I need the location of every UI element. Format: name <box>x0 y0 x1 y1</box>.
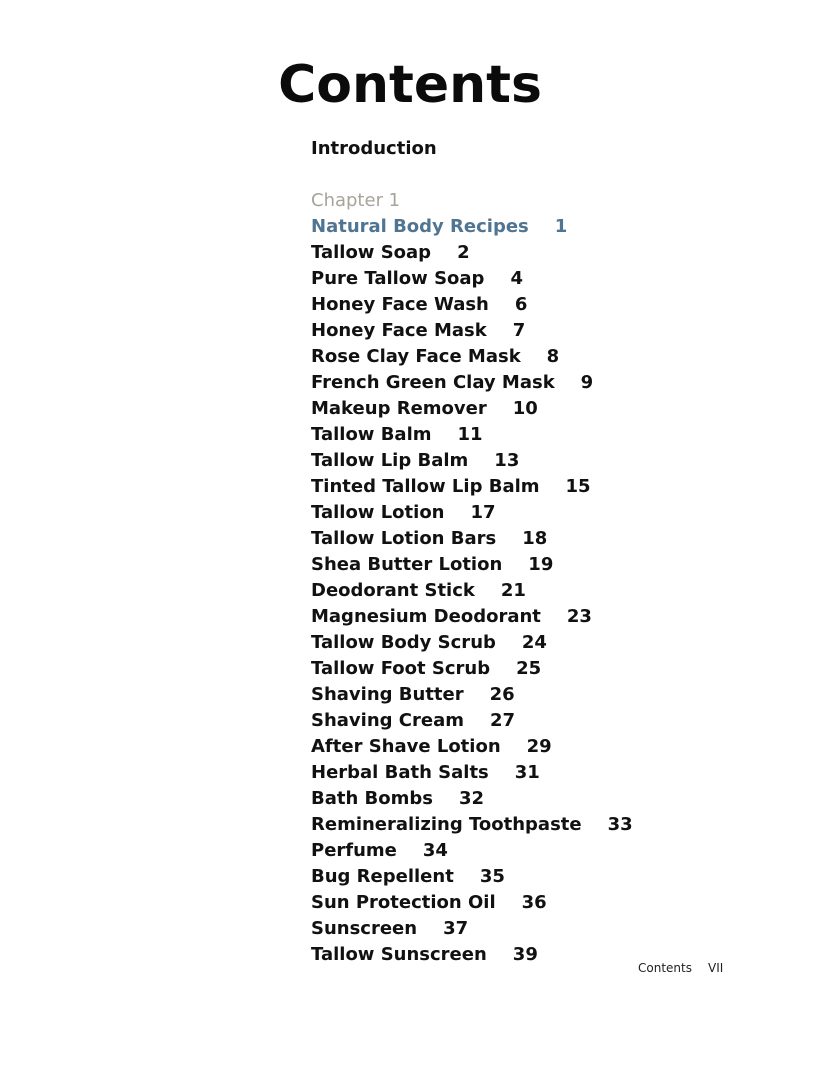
toc-entry-title: Pure Tallow Soap <box>311 268 485 289</box>
toc-entry-page-number: 21 <box>500 580 526 601</box>
toc-entry-title: Deodorant Stick <box>311 580 475 601</box>
toc-entry-title: Rose Clay Face Mask <box>311 346 521 367</box>
toc-entry-title: Tinted Tallow Lip Balm <box>311 476 540 497</box>
toc-entry-title: Tallow Lotion Bars <box>311 528 497 549</box>
toc-entry[interactable] <box>311 812 811 838</box>
toc-entry[interactable] <box>311 422 811 448</box>
toc-entry[interactable] <box>311 240 811 266</box>
toc-entry[interactable] <box>311 786 811 812</box>
toc-entry[interactable] <box>311 760 811 786</box>
toc-entry[interactable] <box>311 552 811 578</box>
toc-entry-title: Perfume <box>311 840 397 861</box>
toc-entry-page-number: 15 <box>565 476 591 497</box>
toc-entry[interactable] <box>311 864 811 890</box>
toc-entry-page-number: 34 <box>422 840 448 861</box>
toc-entry[interactable] <box>311 474 811 500</box>
footer-section-label: Contents <box>638 961 692 975</box>
toc-entry-page-number: 37 <box>443 918 469 939</box>
toc-entry[interactable] <box>311 656 811 682</box>
toc-entry[interactable] <box>311 292 811 318</box>
toc-entry-title: Honey Face Wash <box>311 294 489 315</box>
toc-entry-title: Tallow Foot Scrub <box>311 658 491 679</box>
toc-entry-page-number: 31 <box>514 762 540 783</box>
toc-entry-page-number: 32 <box>459 788 485 809</box>
chapter-page-number: 1 <box>554 216 568 237</box>
toc-entry[interactable] <box>311 630 811 656</box>
toc-entry-page-number: 25 <box>516 658 542 679</box>
toc-entry[interactable] <box>311 916 811 942</box>
chapter-title: Natural Body Recipes <box>311 216 529 237</box>
toc-entry-page-number: 29 <box>526 736 552 757</box>
toc-entry[interactable] <box>311 942 811 968</box>
toc-entry-page-number: 13 <box>494 450 520 471</box>
toc-entry[interactable] <box>311 396 811 422</box>
chapter-heading[interactable] <box>311 214 811 240</box>
page-title: Contents <box>278 55 542 115</box>
toc-entry[interactable] <box>311 448 811 474</box>
toc-entry-page-number: 19 <box>528 554 554 575</box>
toc-entry-page-number: 36 <box>521 892 547 913</box>
toc-entry-title: Tallow Lip Balm <box>311 450 469 471</box>
toc-entry[interactable] <box>311 318 811 344</box>
toc-entry-title: Shaving Cream <box>311 710 464 731</box>
toc-entry-title: Tallow Lotion <box>311 502 445 523</box>
toc-entry-title: Shea Butter Lotion <box>311 554 503 575</box>
toc-entry-page-number: 39 <box>512 944 538 965</box>
toc-entry[interactable] <box>311 266 811 292</box>
toc-entry-page-number: 2 <box>457 242 470 263</box>
toc-entry-page-number: 8 <box>546 346 560 367</box>
toc-entry-page-number: 33 <box>607 814 633 835</box>
chapter-label: Chapter 1 <box>311 190 401 211</box>
toc-entry[interactable] <box>311 344 811 370</box>
page-folio: VII <box>707 961 724 975</box>
page-footer <box>638 960 723 976</box>
toc-entry-page-number: 23 <box>566 606 592 627</box>
toc-entry-title: Tallow Sunscreen <box>311 944 487 965</box>
toc-entry[interactable] <box>311 890 811 916</box>
toc-entry-page-number: 24 <box>521 632 547 653</box>
toc-entry-page-number: 10 <box>512 398 538 419</box>
toc-entry-title: Magnesium Deodorant <box>311 606 541 627</box>
toc-entry[interactable] <box>311 500 811 526</box>
toc-entry[interactable] <box>311 682 811 708</box>
toc-entry-list <box>311 240 811 968</box>
toc-entry-title: Tallow Body Scrub <box>311 632 496 653</box>
toc-entry-page-number: 17 <box>470 502 496 523</box>
toc-entry-page-number: 26 <box>489 684 515 705</box>
toc-entry-title: After Shave Lotion <box>311 736 501 757</box>
toc-entry-title: Shaving Butter <box>311 684 464 705</box>
toc-entry[interactable] <box>311 838 811 864</box>
toc-entry-title: French Green Clay Mask <box>311 372 555 393</box>
toc-entry-page-number: 9 <box>580 372 594 393</box>
toc-entry-title: Bug Repellent <box>311 866 454 887</box>
toc-entry-page-number: 27 <box>490 710 516 731</box>
table-of-contents <box>311 136 811 968</box>
toc-entry-title: Honey Face Mask <box>311 320 487 341</box>
toc-entry-title: Sun Protection Oil <box>311 892 496 913</box>
toc-entry-title: Makeup Remover <box>311 398 487 419</box>
toc-entry-page-number: 11 <box>457 424 483 445</box>
toc-entry-title: Herbal Bath Salts <box>311 762 489 783</box>
toc-entry[interactable] <box>311 708 811 734</box>
toc-entry-title: Tallow Soap <box>311 242 432 263</box>
toc-entry-page-number: 6 <box>514 294 528 315</box>
toc-entry-page-number: 4 <box>510 268 523 289</box>
toc-entry[interactable] <box>311 578 811 604</box>
toc-entry-title: Bath Bombs <box>311 788 433 809</box>
toc-entry-page-number: 18 <box>522 528 548 549</box>
toc-entry-page-number: 35 <box>479 866 505 887</box>
toc-entry-title: Sunscreen <box>311 918 418 939</box>
toc-entry[interactable] <box>311 370 811 396</box>
toc-entry-title: Remineralizing Toothpaste <box>311 814 582 835</box>
toc-entry[interactable] <box>311 604 811 630</box>
toc-entry-title: Tallow Balm <box>311 424 432 445</box>
toc-entry-page-number: 7 <box>512 320 526 341</box>
toc-introduction[interactable]: Introduction <box>311 138 437 159</box>
toc-entry[interactable] <box>311 526 811 552</box>
toc-entry[interactable] <box>311 734 811 760</box>
